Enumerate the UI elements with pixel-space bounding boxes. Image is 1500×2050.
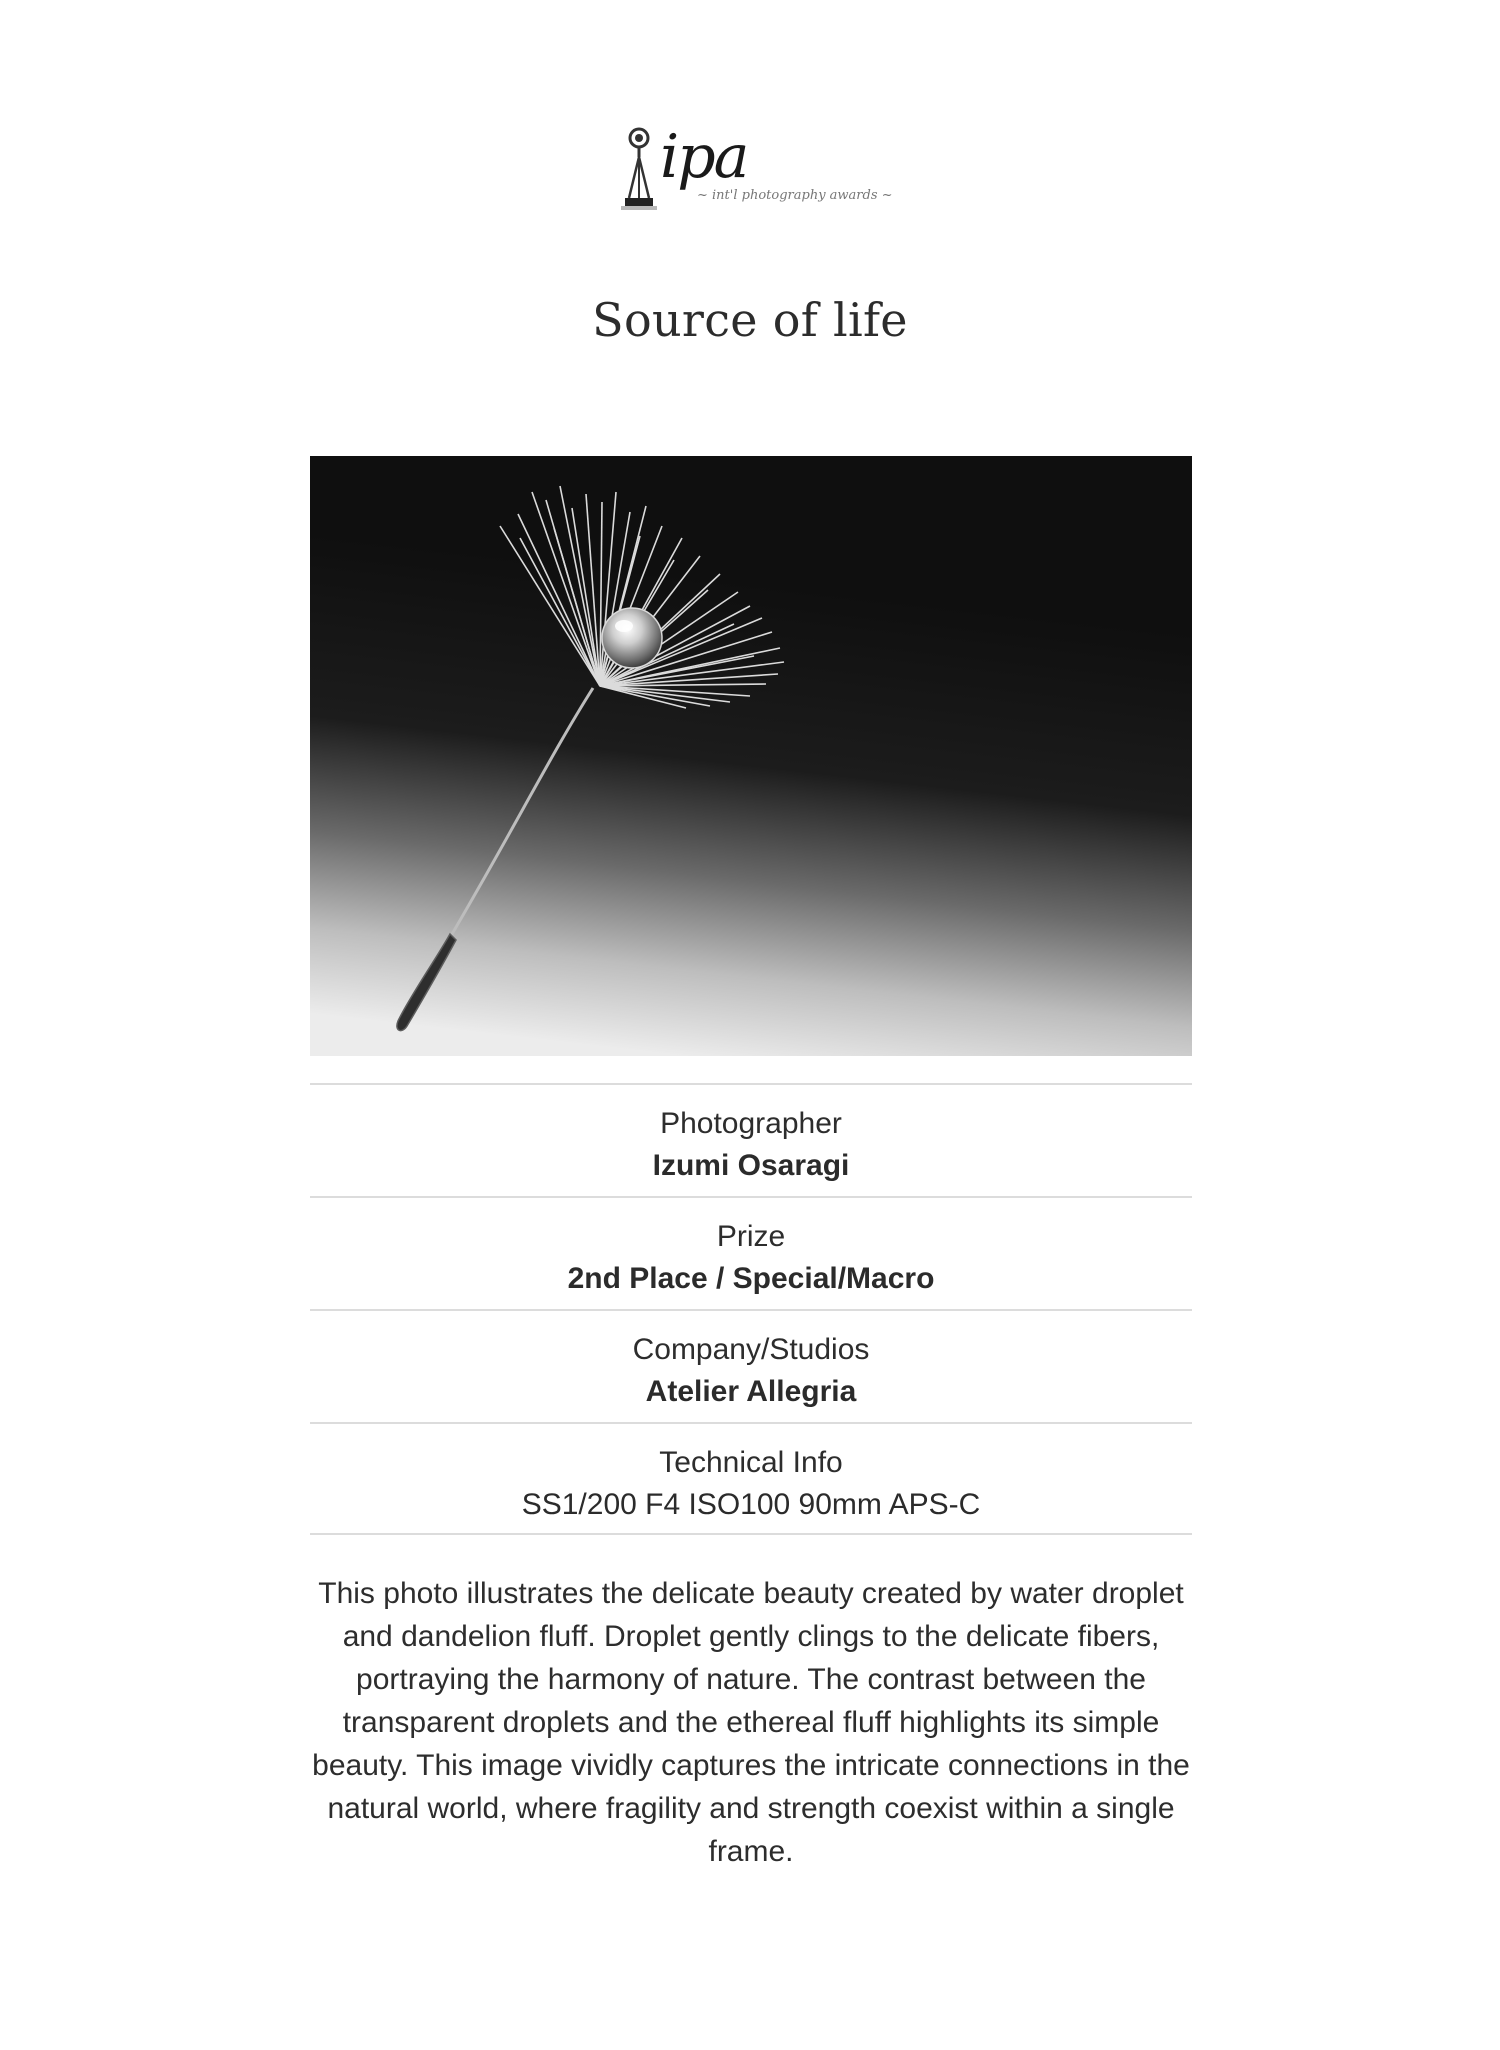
dandelion-seed-photo <box>310 456 1192 1056</box>
prize-value: 2nd Place / Special/Macro <box>567 1262 935 1295</box>
prize-label: Prize <box>716 1220 786 1253</box>
technical-info-label: Technical Info <box>659 1446 843 1479</box>
photographer-name: Izumi Osaragi <box>652 1149 850 1182</box>
technical-info-value: SS1/200 F4 ISO100 90mm APS-C <box>521 1488 981 1521</box>
company-row <box>310 1309 1192 1422</box>
ipa-logo[interactable] <box>615 122 895 212</box>
prize-row <box>310 1196 1192 1309</box>
photographer-label: Photographer <box>660 1107 842 1140</box>
award-photo[interactable] <box>310 456 1192 1056</box>
page-title: Source of life <box>592 293 908 347</box>
company-value: Atelier Allegria <box>645 1375 857 1408</box>
logo-tagline: ~ int'l photography awards ~ <box>697 188 893 203</box>
photo-details <box>310 1083 1192 1535</box>
photo-description: This photo illustrates the delicate beauty created by water droplet and dandelion fluff. Droplet gently clings to the delicate fibers, portraying the harmony of nature. The contrast between the transparent droplets and the ethereal fluff highlights its simple beauty. This image vividly captures the intricate connections in the natural world, where fragility and strength coexist within a single frame. <box>312 1577 1190 1868</box>
photographer-row <box>310 1083 1192 1196</box>
company-label: Company/Studios <box>632 1333 870 1366</box>
technical-info-row <box>310 1422 1192 1535</box>
award-trophy-icon <box>615 122 895 212</box>
logo-wordmark: ipa <box>660 122 748 192</box>
